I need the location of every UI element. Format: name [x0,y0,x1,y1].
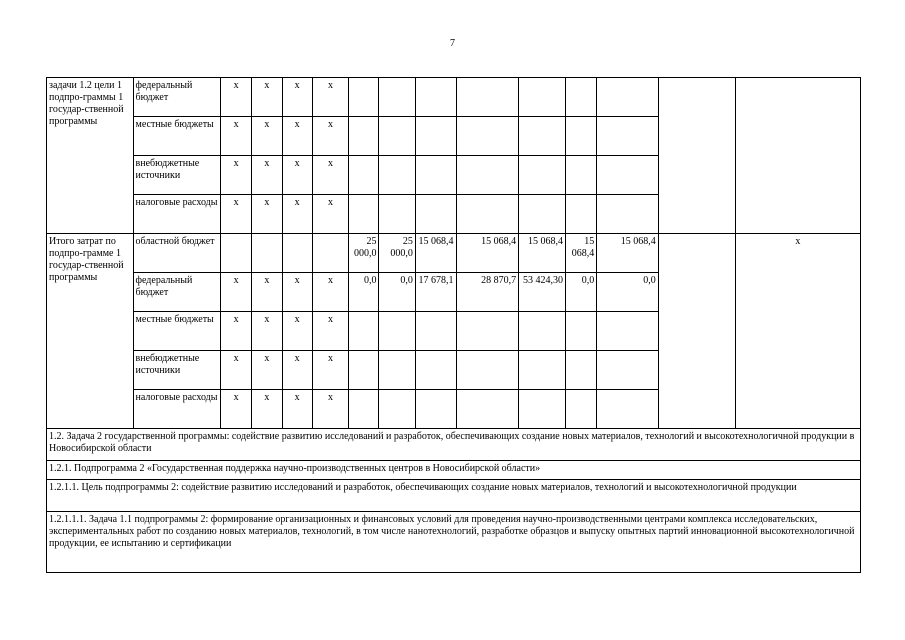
value-cell [456,117,519,156]
mark-cell: x [312,117,348,156]
value-cell [565,390,596,429]
value-cell [415,117,456,156]
block1-label: задачи 1.2 цели 1 подпро-граммы 1 государ-ственной программы [47,78,134,234]
value-cell [519,156,566,195]
value-cell: 53 424,30 [519,273,566,312]
mark-cell: x [252,117,282,156]
section-text: 1.2. Задача 2 государственной программы: содействие развитию исследований и разработок, обеспечивающих создание новых материалов, технологий и высокотехнологичной продукции в Новосибирской области [47,429,861,461]
value-cell [379,117,415,156]
value-cell [379,195,415,234]
mark-cell: x [282,312,312,351]
source-cell: местные бюджеты [133,312,221,351]
value-cell [379,312,415,351]
mark-cell: x [252,195,282,234]
value-cell [597,156,658,195]
value-cell [349,117,379,156]
value-cell [456,78,519,117]
mark-cell: x [221,351,252,390]
value-cell: 0,0 [597,273,658,312]
mark-cell: x [282,156,312,195]
value-cell [349,78,379,117]
value-cell [379,390,415,429]
mark-cell: x [282,195,312,234]
mark-cell: x [252,273,282,312]
value-cell [415,312,456,351]
value-cell: 0,0 [349,273,379,312]
mark-cell [282,234,312,273]
program-table [46,77,861,573]
value-cell [565,351,596,390]
mark-cell: x [221,273,252,312]
section-text: 1.2.1.1. Цель подпрограммы 2: содействие развитию исследований и разработок, обеспечивающих создание новых материалов, технологий и высокотехнологичной продукции [47,480,861,512]
value-cell [519,117,566,156]
value-cell: 0,0 [379,273,415,312]
value-cell [349,312,379,351]
value-cell: 0,0 [565,273,596,312]
section-row [47,512,861,573]
source-cell: местные бюджеты [133,117,221,156]
value-cell [415,390,456,429]
value-cell [519,195,566,234]
source-cell: внебюджетные источники [133,156,221,195]
value-cell: 15 068,4 [565,234,596,273]
value-cell [565,195,596,234]
mark-cell: x [282,273,312,312]
mark-cell [252,234,282,273]
mark-cell: x [312,78,348,117]
value-cell [379,351,415,390]
mark-cell: x [221,390,252,429]
value-cell [519,312,566,351]
value-cell [565,312,596,351]
block2-label: Итого затрат по подпро-грамме 1 государ-ственной программы [47,234,134,429]
mark-cell: x [282,78,312,117]
value-cell [565,156,596,195]
value-cell: 25 000,0 [379,234,415,273]
mark-cell: x [252,312,282,351]
mark-cell: x [312,273,348,312]
source-cell: налоговые расходы [133,390,221,429]
value-cell [415,195,456,234]
mark-cell: x [221,195,252,234]
source-cell: налоговые расходы [133,195,221,234]
mark-cell: x [221,117,252,156]
result-mark: x [735,234,860,429]
mark-cell: x [282,117,312,156]
value-cell [565,117,596,156]
value-cell: 15 068,4 [456,234,519,273]
value-cell [597,351,658,390]
empty-cell [735,78,860,234]
mark-cell: x [221,312,252,351]
section-text: 1.2.1. Подпрограмма 2 «Государственная поддержка научно-производственных центров в Новосибирской области» [47,461,861,480]
mark-cell: x [312,195,348,234]
value-cell [519,78,566,117]
value-cell [597,195,658,234]
mark-cell: x [282,390,312,429]
mark-cell: x [221,156,252,195]
page-number: 7 [450,38,455,49]
mark-cell: x [282,351,312,390]
mark-cell: x [252,351,282,390]
source-cell: федеральный бюджет [133,78,221,117]
value-cell [597,78,658,117]
mark-cell: x [252,78,282,117]
section-row [47,461,861,480]
value-cell [379,156,415,195]
value-cell [597,117,658,156]
source-cell: федеральный бюджет [133,273,221,312]
source-cell: областной бюджет [133,234,221,273]
source-cell: внебюджетные источники [133,351,221,390]
mark-cell: x [312,156,348,195]
empty-cell [658,234,735,429]
section-row [47,480,861,512]
value-cell [349,195,379,234]
value-cell [456,156,519,195]
empty-cell [658,78,735,234]
value-cell: 15 068,4 [519,234,566,273]
value-cell [597,312,658,351]
value-cell [456,390,519,429]
value-cell [415,351,456,390]
value-cell: 28 870,7 [456,273,519,312]
value-cell [456,195,519,234]
section-row [47,429,861,461]
mark-cell [312,234,348,273]
value-cell [456,312,519,351]
mark-cell: x [252,156,282,195]
value-cell: 15 068,4 [415,234,456,273]
mark-cell: x [312,312,348,351]
value-cell [415,156,456,195]
table-row [47,78,861,117]
value-cell [349,390,379,429]
value-cell: 15 068,4 [597,234,658,273]
mark-cell: x [312,390,348,429]
value-cell [519,351,566,390]
table-row [47,234,861,273]
value-cell [379,78,415,117]
value-cell [349,156,379,195]
value-cell [519,390,566,429]
mark-cell: x [312,351,348,390]
value-cell [597,390,658,429]
value-cell: 17 678,1 [415,273,456,312]
value-cell [456,351,519,390]
section-text: 1.2.1.1.1. Задача 1.1 подпрограммы 2: формирование организационных и финансовых условий для проведения научно-производственными центрами комплекса исследовательских, экспериментальных работ по созданию новых материалов, технологий, в том числе нанотехнологий, разработке образцов и выпуску опытных партий инновационной высокотехнологичной продукции, ее испытанию и сертификации [47,512,861,573]
value-cell: 25 000,0 [349,234,379,273]
value-cell [349,351,379,390]
mark-cell: x [252,390,282,429]
mark-cell: x [221,78,252,117]
value-cell [415,78,456,117]
value-cell [565,78,596,117]
mark-cell [221,234,252,273]
